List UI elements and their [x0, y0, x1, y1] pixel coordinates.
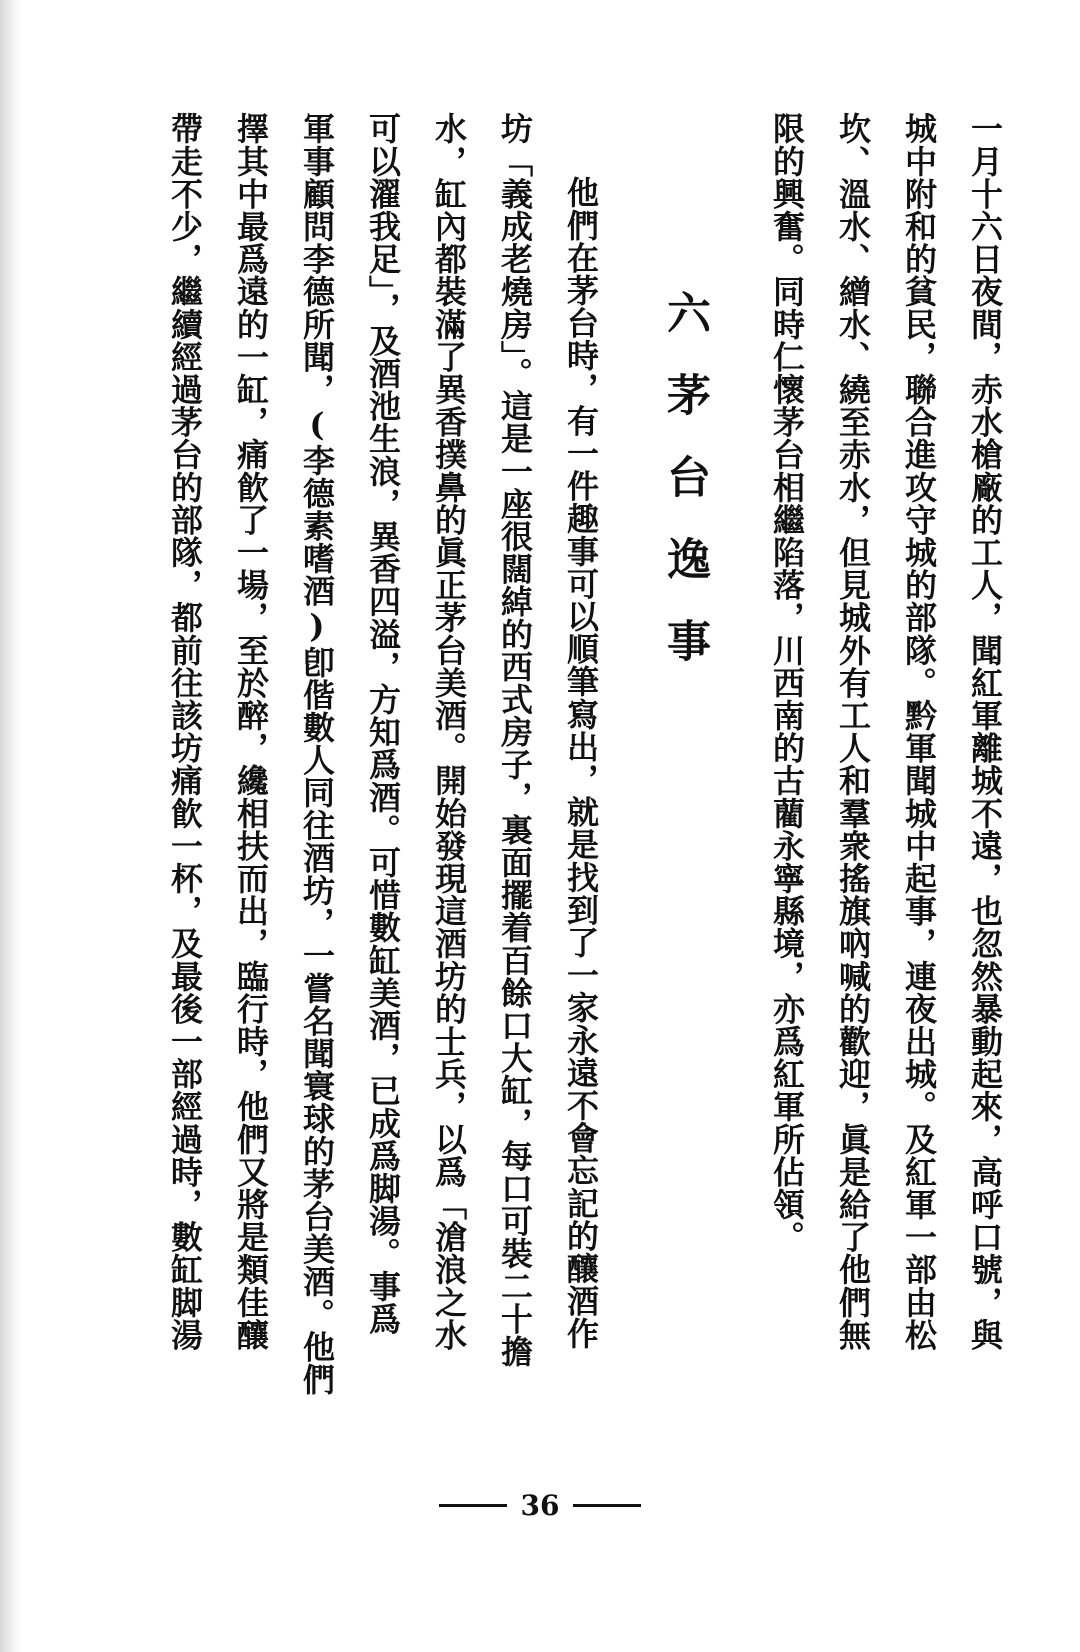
text-column-4: 限的興奮。同時仁懷茅台相繼陷落，川西南的古藺永寧縣境，亦爲紅軍所佔領。	[768, 112, 806, 1253]
text-column-10: 擇其中最爲遠的一缸，痛飮了一場，至於醉，纔相扶而出，臨行時，他們又將是類佳釀	[232, 112, 270, 1351]
footer-dash-right	[573, 1504, 641, 1507]
text-column-7: 水，缸內都裝滿了異香撲鼻的眞正茅台美酒。開始發現這酒坊的士兵，以爲「滄浪之水	[430, 112, 468, 1351]
text-column-3: 坎、溫水、繒水、繞至赤水，但見城外有工人和羣衆搖旗吶喊的歡迎，眞是給了他們無	[834, 112, 872, 1351]
text-column-2: 城中附和的貧民，聯合進攻守城的部隊。黔軍聞城中起事，連夜出城。及紅軍一部由松	[900, 112, 938, 1351]
footer-dash-left	[439, 1504, 507, 1507]
text-column-8: 可以濯我足」，及酒池生浪，異香四溢，方知爲酒。可惜數缸美酒，已成爲脚湯。事爲	[364, 112, 402, 1335]
vertical-text-page	[88, 112, 1018, 1492]
text-column-11: 帶走不少，繼續經過茅台的部隊，都前往該坊痛飮一杯，及最後一部經過時，數缸脚湯	[166, 112, 204, 1351]
page-footer	[0, 1485, 1080, 1525]
scan-edge-shadow	[0, 0, 22, 1652]
page-number: 36	[520, 1488, 560, 1522]
text-column-9: 軍事顧問李德所聞，(李德素嗜酒)卽偕數人同往酒坊，一嘗名聞寰球的茅台美酒。他們	[298, 112, 336, 1396]
text-column-1: 一月十六日夜間，赤水槍廠的工人，聞紅軍離城不遠，也忽然暴動起來，高呼口號，與	[966, 112, 1004, 1351]
text-column-6: 坊「義成老燒房」。這是一座很闊綽的西式房子，裏面擺着百餘口大缸，每口可裝二十擔	[496, 112, 534, 1368]
text-column-5: 他們在茅台時，有一件趣事可以順筆寫出，就是找到了一家永遠不會忘記的釀酒作	[562, 176, 600, 1350]
section-title: 六茅台逸事	[659, 290, 710, 700]
